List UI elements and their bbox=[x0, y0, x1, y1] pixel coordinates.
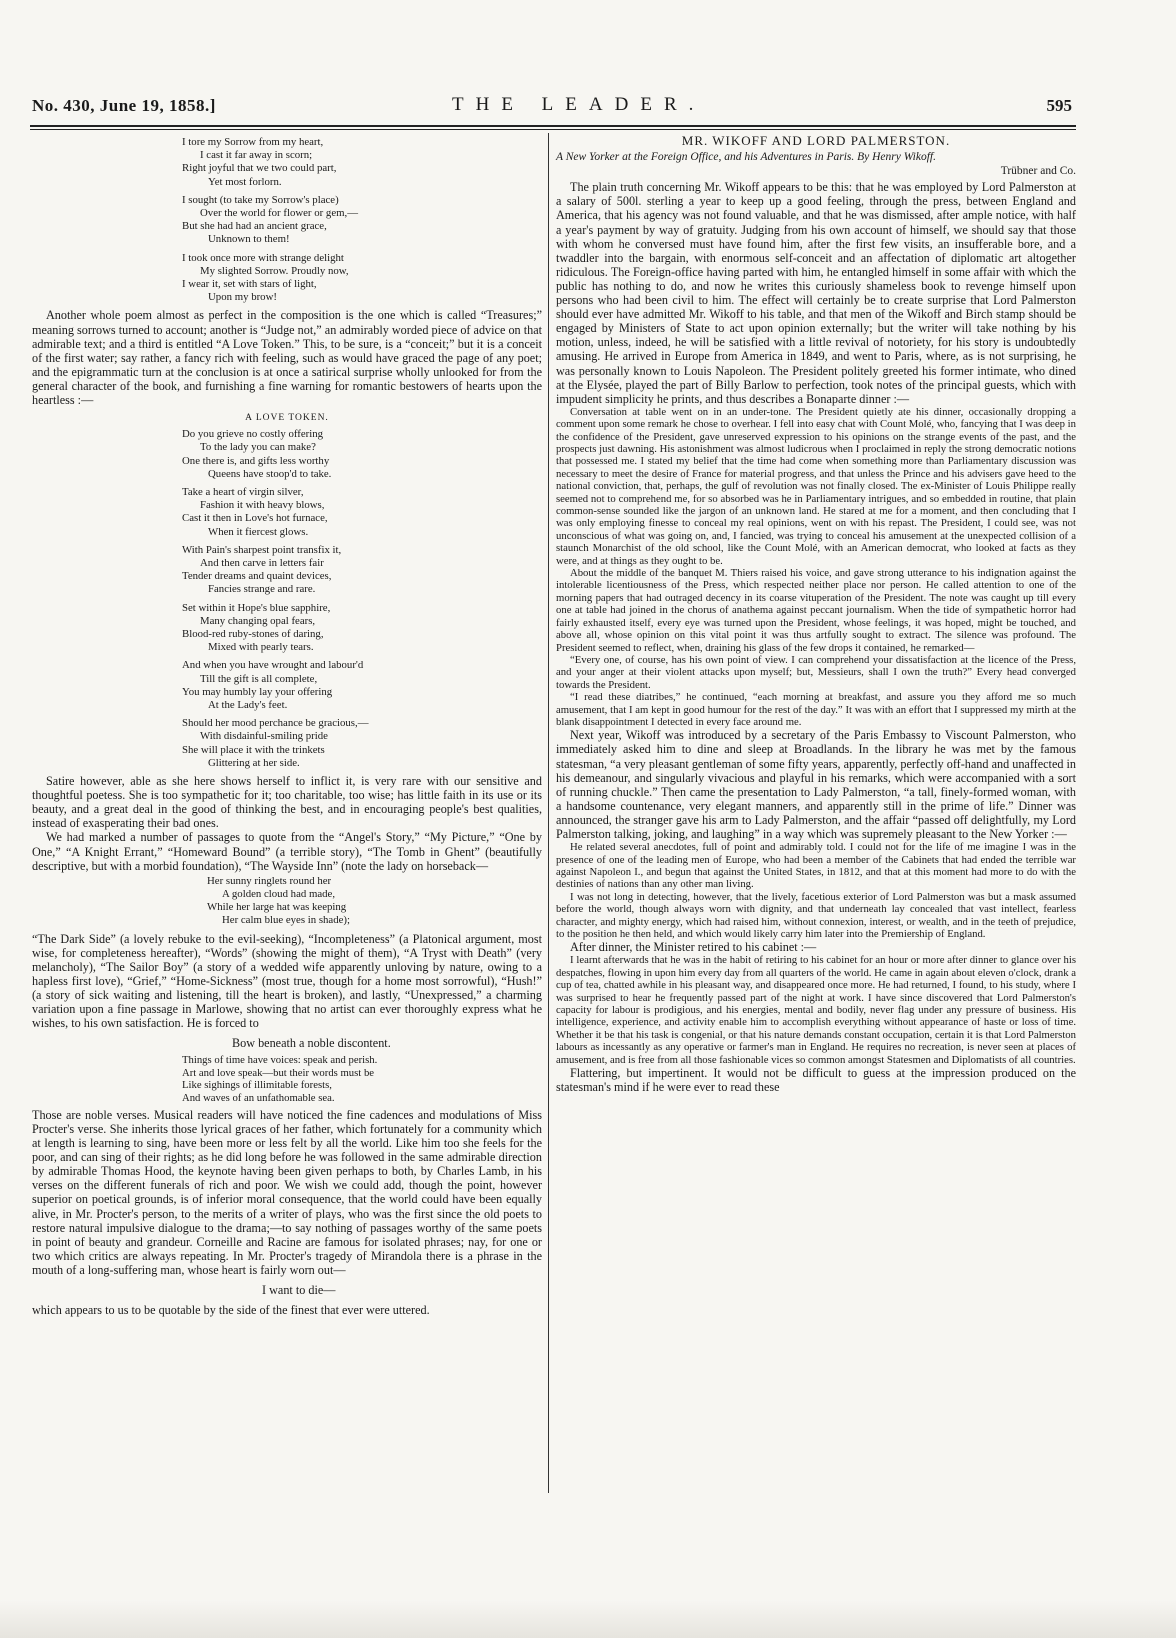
header-rule-thin bbox=[30, 129, 1076, 130]
paragraph: Another whole poem almost as perfect in the composition is the one which is called “Treasures;” meaning sorrows turned to account; another is “Judge not,” an admirably worded piece of advice on that admirable text; and a third is entitled “A Love Token.” This, to be sure, is a “conceit;” but it is a conceit of the first water; say rather, a fancy rich with feeling, such as would have graced the page of any poet; and the epigrammatic turn at the conclusion is at once a satirical surprise wholly unlooked for from the general character of the book, and furnishing a fine warning for romantic bestowers of hearts upon the heartless :— bbox=[32, 308, 542, 407]
poem-line: Take a heart of virgin silver, bbox=[182, 486, 304, 498]
poem-line: At the Lady's feet. bbox=[208, 699, 288, 712]
poem-line: Mixed with pearly tears. bbox=[208, 641, 314, 654]
quote-paragraph: I learnt afterwards that he was in the habit of retiring to his cabinet for an hour or more after dinner to glance over his despatches, flowing in upon him every day from all quarters of the world. He came in again about eleven o'clock, drank a cup of tea, chatted awhile in his pleasant way, and disappeared once more. He had returned, I found, to his study, where I was surprised to hear he frequently passed part of the night at work. I have since discovered that Lord Palmerston's capacity for labour is prodigious, and his energies, mental and bodily, never flag under any pressure of business. His intelligence, experience, and activity enable him to accomplish everything without appearance of haste or loss of time. Whether it be that his task is congenial, or that his nature demands constant occupation, certain it is that Lord Palmerston labours as incessantly as any operative or farmer's man in England. He requires no recreation, is never seen at places of amusement, and is free from all those fashionable vices so common amongst Statesmen and Diplomatists of all countries. bbox=[556, 954, 1076, 1066]
poem-line: I took once more with strange delight bbox=[182, 251, 344, 264]
poem-line: I cast it far away in scorn; bbox=[200, 149, 313, 162]
article-publisher: Trübner and Co. bbox=[1000, 165, 1076, 178]
poem-line: And then carve in letters fair bbox=[200, 557, 324, 570]
poem-voices bbox=[32, 1054, 542, 1104]
poem-line: But she had had an ancient grace, bbox=[182, 220, 327, 233]
poem-line: Art and love speak—but their words must be bbox=[182, 1066, 375, 1079]
article-title: MR. WIKOFF AND LORD PALMERSTON. bbox=[681, 133, 951, 148]
poem-line: When it fiercest glows. bbox=[208, 525, 309, 538]
poem-line: My slighted Sorrow. Proudly now, bbox=[200, 264, 349, 277]
left-column bbox=[32, 134, 542, 1317]
right-column bbox=[556, 134, 1076, 1094]
quote-paragraph: “I read these diatribes,” he continued, “each morning at breakfast, and assure you they afford me so much amusement, that I am kept in good humour for the rest of the day.” It was with an effort that I suppressed my mirth at the blank disappointment I detected in every face around me. bbox=[556, 691, 1076, 728]
poem-line: Over the world for flower or gem,— bbox=[200, 207, 359, 220]
header-rule bbox=[30, 125, 1076, 127]
masthead bbox=[32, 92, 1072, 122]
column-separator bbox=[548, 133, 549, 1493]
poem-line: Like sighings of illimitable forests, bbox=[182, 1079, 332, 1092]
poem-line: Her sunny ringlets round her bbox=[207, 874, 332, 887]
poem-line: While her large hat was keeping bbox=[207, 901, 347, 914]
paragraph: which appears to us to be quotable by the side of the finest that ever were uttered. bbox=[32, 1303, 430, 1318]
poem-line: Right joyful that we two could part, bbox=[182, 162, 337, 175]
poem-line: Yet most forlorn. bbox=[208, 175, 282, 188]
paragraph: The plain truth concerning Mr. Wikoff appears to be this: that he was employed by Lord Palmerston at a salary of 500l. sterling a year to keep up a good feeling, through the press, between England and America, that his agency was not found valuable, and that he was dismissed, after ample notice, with half a year's payment by way of gratuity. Judging from his own account of himself, we should say that those with whom he conversed must have found him, after the first few visits, an insufferable bore, and a twaddler into the bargain, with enormous self-conceit and an affectation of diplomatic art altogether ridiculous. The Foreign-office having parted with him, he entangled himself in some affair with which the public has nothing to do, and now he writes this curiously shameless book to revenge himself upon persons who had been civil to him. The effect will certainly be to create surprise that Lord Palmerston should ever have admitted Mr. Wikoff to his table, and that men of the Wikoff and Birch stamp should be engaged by Ministers of State to act upon opinion externally; but the writer will take nothing by his motion, unless, indeed, he will be satisfied with a little revival of notoriety, for his story is undoubtedly amusing. He arrived in Europe from America in 1849, and went to Paris, where, as is not surprising, he was personally known to Louis Napoleon. The President politely greeted his former intimate, who dined at the Elysée, played the part of Billy Barlow to perfection, took notes of the principal guests, which with impudent simplicity he prints, and thus describes a Bonaparte dinner :— bbox=[556, 180, 1076, 406]
poem-line: A golden cloud had made, bbox=[222, 887, 336, 900]
poem-line: Unknown to them! bbox=[208, 233, 290, 246]
quote-paragraph: He related several anecdotes, full of point and admirably told. I could not for the life of me imagine I was in the presence of one of the leading men of Europe, who had been a member of the Cabinets that had ended the terrible war against Napoleon I., and begun that against the United States, in 1812, and that at this moment had more to do with the destinies of nations than any other man living. bbox=[556, 841, 1076, 891]
poem-line: To the lady you can make? bbox=[200, 441, 316, 454]
poem-line: One there is, and gifts less worthy bbox=[182, 454, 330, 467]
poem-line: With disdainful-smiling pride bbox=[200, 730, 328, 743]
poem-line: Queens have stoop'd to take. bbox=[208, 467, 332, 480]
paragraph: Those are noble verses. Musical readers will have noticed the fine cadences and modulations of Miss Procter's verse. She inherits those lyrical graces of her father, which fortunately for a community which at length is learning to sing, have been more or less felt by all the world. Like him too she feels for the poor, and can sing of their rights; as he did long before he was followed in the same admirable direction by admirable Thomas Hood, the keynote having been given perhaps to both, by Charles Lamb, in his verses on the different funerals of rich and poor. We wish we could add, though the point, however superior on poetical grounds, is of inferior moral consequence, that the world could have been equally alive, in Mr. Procter's person, to the merits of a writer of plays, who was the first since the old poets to restore natural impulsive dialogue to the drama;—to say nothing of passages worthy of the same poets in point of beauty and grandeur. Corneille and Racine are famous for isolated phrases; nay, for one or two which critics are always repeating. In Mr. Procter's tragedy of Mirandola there is a phrase in the mouth of a long-suffering man, whose heart is fairly worn out— bbox=[32, 1107, 542, 1277]
poem-line: Blood-red ruby-stones of daring, bbox=[182, 628, 324, 641]
poem-line: And waves of an unfathomable sea. bbox=[182, 1091, 335, 1104]
poem-line: I tore my Sorrow from my heart, bbox=[182, 136, 324, 148]
poem-ringlets bbox=[32, 875, 542, 928]
poem-line: I wear it, set with stars of light, bbox=[182, 278, 317, 291]
poem-line: And when you have wrought and labour'd bbox=[182, 659, 364, 672]
poem-line: Should her mood perchance be gracious,— bbox=[182, 717, 369, 730]
poem-line: Fashion it with heavy blows, bbox=[200, 499, 325, 512]
poem-title: A LOVE TOKEN. bbox=[245, 413, 329, 424]
quote-line: I want to die— bbox=[262, 1283, 336, 1298]
poem-line: Upon my brow! bbox=[208, 291, 277, 304]
paragraph: “The Dark Side” (a lovely rebuke to the evil-seeking), “Incompleteness” (a Platonical argument, most wise, for completeness hereafter), “Words” (showing the might of them), “A Tryst with Death” (very melancholy), “The Sailor Boy” (a story of a wedded wife apparently unloving by nature, owing to a hapless first love), “Grief,” “Home-Sickness” (most true, though for a home most sorrowful), “Hush!” (a story of sick waiting and listening, till the heart is broken), and lastly, “Unexpressed,” a charming variation upon a fine passage in Marlowe, showing that no artist can ever thoroughly express what he wishes, to his own satisfaction. He is forced to bbox=[32, 931, 542, 1031]
poem-line: Do you grieve no costly offering bbox=[182, 428, 324, 441]
paragraph: Next year, Wikoff was introduced by a secretary of the Paris Embassy to Viscount Palmerston, who immediately asked him to dine and sleep at Broadlands. In the library he was met by the famous statesman, “a very pleasant gentleman of some fifty years, apparently, perfectly off-hand and unaffected in his demeanour, and singularly vivacious and playful in his remarks, which were accompanied with a sort of running chuckle.” Then came the presentation to Lady Palmerston, “a tall, finely-formed woman, with a handsome countenance, very elegant manners, and apparently still in the prime of life.” Dinner was announced, the stranger gave his arm to Lady Palmerston, and the affair “passed off delightfully, my Lord Palmerston talking, joking, and laughing” in a way which was supremely pleasant to the New Yorker :— bbox=[556, 728, 1076, 841]
poem-line: Fancies strange and rare. bbox=[208, 583, 316, 596]
poem-love-token bbox=[32, 428, 542, 770]
poem-line: With Pain's sharpest point transfix it, bbox=[182, 543, 342, 556]
poem-line: Many changing opal fears, bbox=[200, 614, 316, 627]
article-byline: A New Yorker at the Foreign Office, and his Adventures in Paris. By Henry Wikoff. bbox=[556, 151, 936, 164]
poem-line: Set within it Hope's blue sapphire, bbox=[182, 601, 331, 614]
page-number: 595 bbox=[1046, 96, 1072, 115]
poem-line: Tender dreams and quaint devices, bbox=[182, 570, 332, 583]
page-edge-shadow bbox=[0, 1600, 1176, 1638]
poem-line: Her calm blue eyes in shade); bbox=[222, 914, 351, 927]
poem-line: You may humbly lay your offering bbox=[182, 685, 333, 698]
poem-sorrow bbox=[32, 136, 542, 304]
poem-line: She will place it with the trinkets bbox=[182, 743, 325, 756]
paragraph: We had marked a number of passages to quote from the “Angel's Story,” “My Picture,” “One by One,” “A Knight Errant,” “Homeward Bound” (a terrible story), “The Tomb in Ghent” (beautifully descriptive, but with a morbid foundation), “The Wayside Inn” (note the lady on horseback— bbox=[32, 830, 542, 873]
poem-line: Till the gift is all complete, bbox=[200, 672, 318, 685]
quote-paragraph: Conversation at table went on in an under-tone. The President quietly ate his dinner, occasionally dropping a comment upon some remark he chose to overhear. I fell into easy chat with Count Molé, who, fancying that I was deep in the confidence of the President, gave unreserved expression to his opinions on the strange events of the past, and the prospects just dawning. His astonishment was almost ludicrous when I proclaimed in reply the strong democratic notions that possessed me. I stated my belief that the time had come when something more than Parliamentary discussion was necessary to meet the desire of France for material progress, and that unless the Prince and his advisers gave heed to the national conviction, that, perhaps, the gulf of revolution was not finally closed. The ex-Minister of Louis Philippe really seemed not to comprehend me, for so absorbed was he in Parliamentary intrigues, and so embedded in routine, that plain common-sense sounded like the jargon of an unknown land. He stared at me for a moment, and then concluding that I was only employing finesse to conceal my real opinions, went on with his repast. The President, I could see, was not unconscious of what was going on, and, I fancied, was trying to conceal his amusement at the unexpected collision of a staunch Monarchist of the old school, like the Count Molé, with an American democrat, who looked at facts as they were, and at things as they ought to be. bbox=[556, 405, 1076, 567]
poem-line: Things of time have voices: speak and perish. bbox=[182, 1054, 378, 1067]
paragraph: After dinner, the Minister retired to his cabinet :— bbox=[570, 940, 817, 955]
poem-line: I sought (to take my Sorrow's place) bbox=[182, 193, 339, 206]
paragraph: Flattering, but impertinent. It would not be difficult to guess at the impression produced on the statesman's mind if he were ever to read these bbox=[556, 1066, 1076, 1095]
quote-line: Bow beneath a noble discontent. bbox=[232, 1036, 391, 1051]
quote-paragraph: I was not long in detecting, however, that the lively, facetious exterior of Lord Palmerston was but a mask assumed before the world, though always worn with dignity, and that underneath lay concealed that vast intellect, fearless character, and mighty energy, which had raised him, without connexion, interest, or wealth, and in the teeth of prejudice, to the position he then held, and which would likely carry him later into the Premiership of England. bbox=[556, 890, 1076, 940]
quote-paragraph: “Every one, of course, has his own point of view. I can comprehend your dissatisfaction at the licence of the Press, and your anger at their violent attacks upon myself; but, Messieurs, shall I own the truth?” Every head converged towards the President. bbox=[556, 653, 1076, 691]
issue-number: No. 430, June 19, 1858.] bbox=[32, 96, 216, 115]
quote-paragraph: About the middle of the banquet M. Thiers raised his voice, and gave strong utterance to his indignation against the intolerable licentiousness of the Press, which respected neither place nor person. He called attention to one of the morning papers that had outraged decency in its coarse vituperation of the President. The note was caught up till every one at table had joined in the chorus of anathema against peccant journalism. When the tide of sympathetic horror had fairly exhausted itself, every eye was turned upon the President, whose feelings, it was hoped, might be touched, and above all, whose opinion on this vital point it was thus artfully sought to extract. The silence was profound. The President seemed to reflect, when, draining his glass of the few drops it contained, he remarked— bbox=[556, 567, 1076, 654]
poem-line: Cast it then in Love's hot furnace, bbox=[182, 512, 328, 525]
paragraph: Satire however, able as she here shows herself to inflict it, is very rare with our sensitive and thoughtful poetess. She is too sympathetic for it; too charitable, too wise; has little faith in its use or its beauty, and a great deal in the good of thinking the best, and in encouraging people's best qualities, instead of exasperating their bad ones. bbox=[32, 774, 542, 831]
newspaper-title: THE LEADER. bbox=[452, 94, 706, 115]
poem-line: Glittering at her side. bbox=[208, 756, 300, 769]
